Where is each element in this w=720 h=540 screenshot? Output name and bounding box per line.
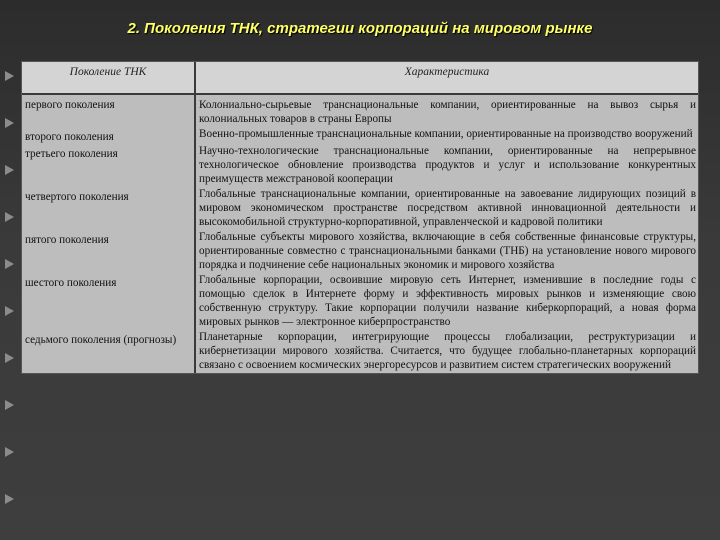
triangle-bullet-icon	[5, 71, 14, 81]
generation-cell: четвертого поколения	[22, 187, 195, 230]
generation-cell: третьего поколения	[22, 144, 195, 187]
table-row	[22, 187, 698, 230]
description-cell: Глобальные транснациональные компании, ориентированные на завоевание лидирующих позиций в мировом экономическом пространстве посредством активной инновационной деятельности и высокомобильной структурно-корпоративной, управленческой и кадровой политики	[195, 187, 698, 230]
table-header-row	[22, 62, 698, 94]
table-row	[22, 230, 698, 273]
triangle-bullet-icon	[5, 494, 14, 504]
column-header-generation: Поколение ТНК	[22, 62, 195, 94]
triangle-bullet-icon	[5, 306, 14, 316]
triangle-bullet-icon	[5, 118, 14, 128]
description-cell: Глобальные корпорации, освоившие мировую сеть Интернет, изменившие в последние годы с помощью сделок в Интернете форму и эффективность мировых рынков и изменяющие свою собственную структуру. Такие корпорации получили название киберкорпораций, а новая форма мировых рынков — электронное киберпространство	[195, 273, 698, 330]
table-row	[22, 273, 698, 330]
generation-cell: пятого поколения	[22, 230, 195, 273]
triangle-bullet-icon	[5, 353, 14, 363]
description-cell: Колониально-сырьевые транснациональные компании, ориентированные на вывоз сырья и колониальных товаров в страны Европы	[195, 94, 698, 127]
column-header-characteristic: Характеристика	[195, 62, 698, 94]
generation-cell: первого поколения	[22, 94, 195, 127]
generation-cell: шестого поколения	[22, 273, 195, 330]
generation-cell: второго поколения	[22, 127, 195, 144]
generation-cell: седьмого поколения (прогнозы)	[22, 330, 195, 373]
triangle-bullet-icon	[5, 259, 14, 269]
table-row	[22, 94, 698, 127]
description-cell: Глобальные субъекты мирового хозяйства, включающие в себя собственные финансовые структуры, ориентированные совместно с транснациональными банками (ТНБ) на установление нового мирового порядка и подчинение себе национальных экономик и мирового хозяйства	[195, 230, 698, 273]
triangle-bullet-icon	[5, 447, 14, 457]
slide-title: 2. Поколения ТНК, стратегии корпораций на мировом рынке	[127, 20, 593, 37]
triangle-bullet-icon	[5, 165, 14, 175]
table-row	[22, 144, 698, 187]
triangle-bullet-icon	[5, 212, 14, 222]
tnc-generations-table	[21, 61, 699, 374]
description-cell: Научно-технологические транснациональные компании, ориентированные на непрерывное технологическое обновление производства продуктов и услуг и использование конкурентных преимуществ межстрановой кооперации	[195, 144, 698, 187]
description-cell: Планетарные корпорации, интегрирующие процессы глобализации, реструктуризации и кибернетизации мирового хозяйства. Считается, что будущее глобально-планетарных корпораций связано с освоением космических энергоресурсов и развитием систем стратегических вооружений	[195, 330, 698, 373]
description-cell: Военно-промышленные транснациональные компании, ориентированные на производство вооружений	[195, 127, 698, 144]
table-row	[22, 127, 698, 144]
table-row	[22, 330, 698, 373]
triangle-bullet-icon	[5, 400, 14, 410]
